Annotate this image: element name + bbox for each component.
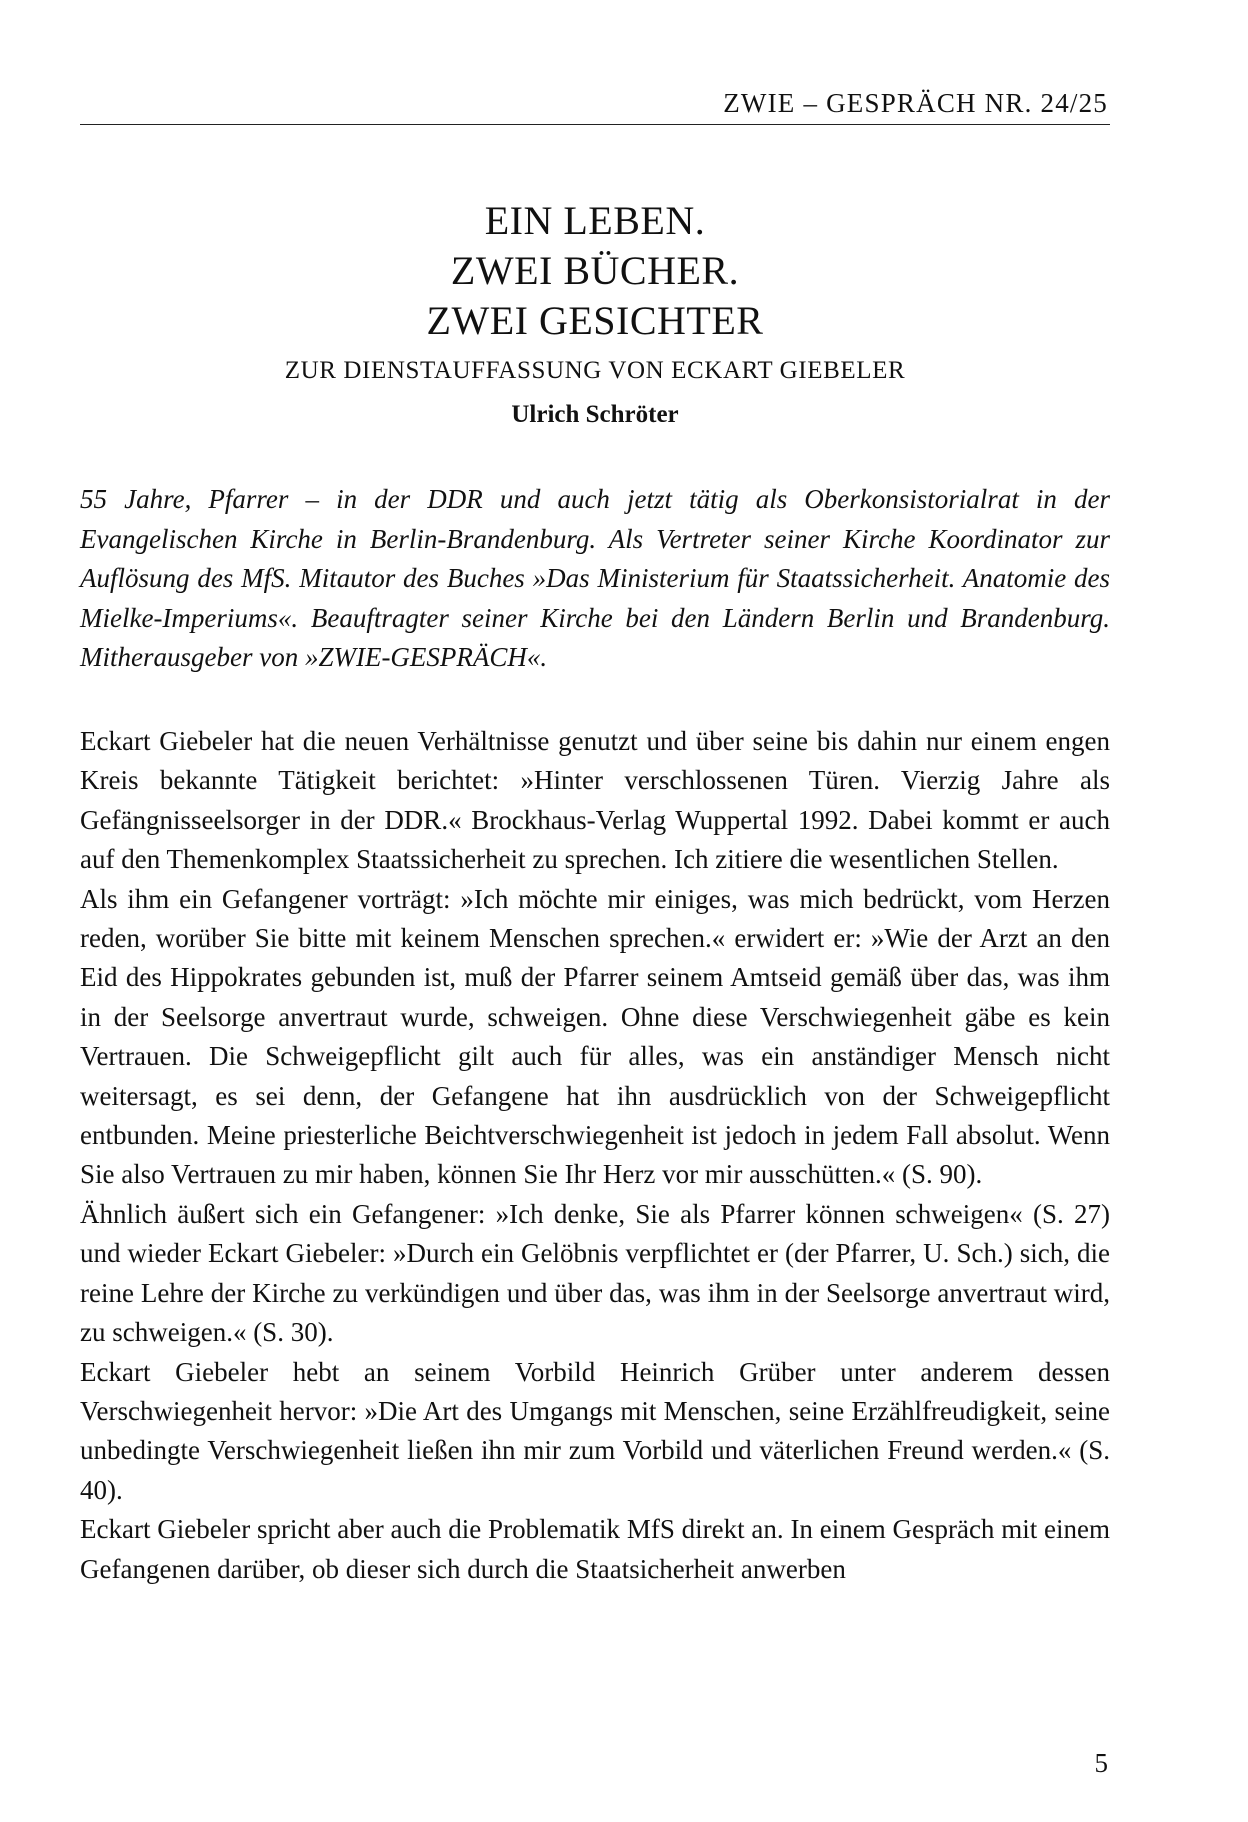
author-intro: 55 Jahre, Pfarrer – in der DDR und auch jetzt tätig als Oberkonsistorialrat in der Evangelischen Kirche in Berlin-Brandenburg. Als Vertreter seiner Kirche Koordinator zur Auflösung des MfS. Mitautor des Buches »Das Ministerium für Staatssicherheit. Anatomie des Mielke-Imperiums«. Beauftragter seiner Kirche bei den Ländern Berlin und Brandenburg. Mitherausgeber von »ZWIE-GESPRÄCH«. bbox=[80, 484, 1110, 673]
body-paragraph-5: Eckart Giebeler spricht aber auch die Problematik MfS direkt an. In einem Gespräch mit einem Gefangenen darüber, ob dieser sich durch die Staatsicherheit anwerben bbox=[80, 1514, 1110, 1584]
body-paragraph-2: Als ihm ein Gefangener vorträgt: »Ich möchte mir einiges, was mich bedrückt, vom Herzen reden, worüber Sie bitte mit keinem Menschen sprechen.« erwidert er: »Wie der Arzt an den Eid des Hippokrates gebunden ist, muß der Pfarrer seinem Amtseid gemäß über das, was ihm in der Seelsorge anvertraut wurde, schweigen. Ohne diese Verschwiegenheit gäbe es kein Vertrauen. Die Schweigepflicht gilt auch für alles, was ein anständiger Mensch nicht weitersagt, es sei denn, der Gefangene hat ihn ausdrücklich von der Schweigepflicht entbunden. Meine priesterliche Beichtverschwiegenheit ist jedoch in jedem Fall absolut. Wenn Sie also Vertrauen zu mir haben, können Sie Ihr Herz vor mir ausschütten.« (S. 90). bbox=[80, 883, 1110, 1190]
body-paragraph-3: Ähnlich äußert sich ein Gefangener: »Ich denke, Sie als Pfarrer können schweigen« (S. 27) und wieder Eckart Giebeler: »Durch ein Gelöbnis verpflichtet er (der Pfarrer, U. Sch.) sich, die reine Lehre der Kirche zu verkündigen und über das, was ihm in der Seelsorge anvertraut wird, zu schweigen.« (S. 30). bbox=[80, 1198, 1110, 1348]
article-author: Ulrich Schröter bbox=[511, 401, 679, 428]
title-line-3: ZWEI GESICHTER bbox=[426, 298, 764, 343]
article-heading bbox=[80, 196, 1110, 432]
title-line-1: EIN LEBEN. bbox=[484, 198, 706, 243]
article-subtitle: ZUR DIENSTAUFFASSUNG VON ECKART GIEBELER bbox=[284, 357, 906, 384]
article-body bbox=[80, 722, 1110, 1589]
body-paragraph-1: Eckart Giebeler hat die neuen Verhältnisse genutzt und über seine bis dahin nur einem engen Kreis bekannte Tätigkeit berichtet: »Hinter verschlossenen Türen. Vierzig Jahre als Gefängnisseelsorger in der DDR.« Brockhaus-Verlag Wuppertal 1992. Dabei kommt er auch auf den Themenkomplex Staatssicherheit zu sprechen. Ich zitiere die wesentlichen Stellen. bbox=[80, 726, 1110, 875]
title-line-2: ZWEI BÜCHER. bbox=[450, 248, 740, 293]
body-paragraph-4: Eckart Giebeler hebt an seinem Vorbild Heinrich Grüber unter anderem dessen Verschwiegenheit hervor: »Die Art des Umgangs mit Menschen, seine Erzählfreudigkeit, seine unbedingte Verschwiegenheit ließen ihn mir zum Vorbild und väterlichen Freund werden.« (S. 40). bbox=[80, 1356, 1110, 1505]
header-rule bbox=[80, 124, 1110, 125]
running-title: ZWIE – GESPRÄCH NR. 24/25 bbox=[723, 88, 1108, 118]
page-number: 5 bbox=[1094, 1748, 1108, 1778]
